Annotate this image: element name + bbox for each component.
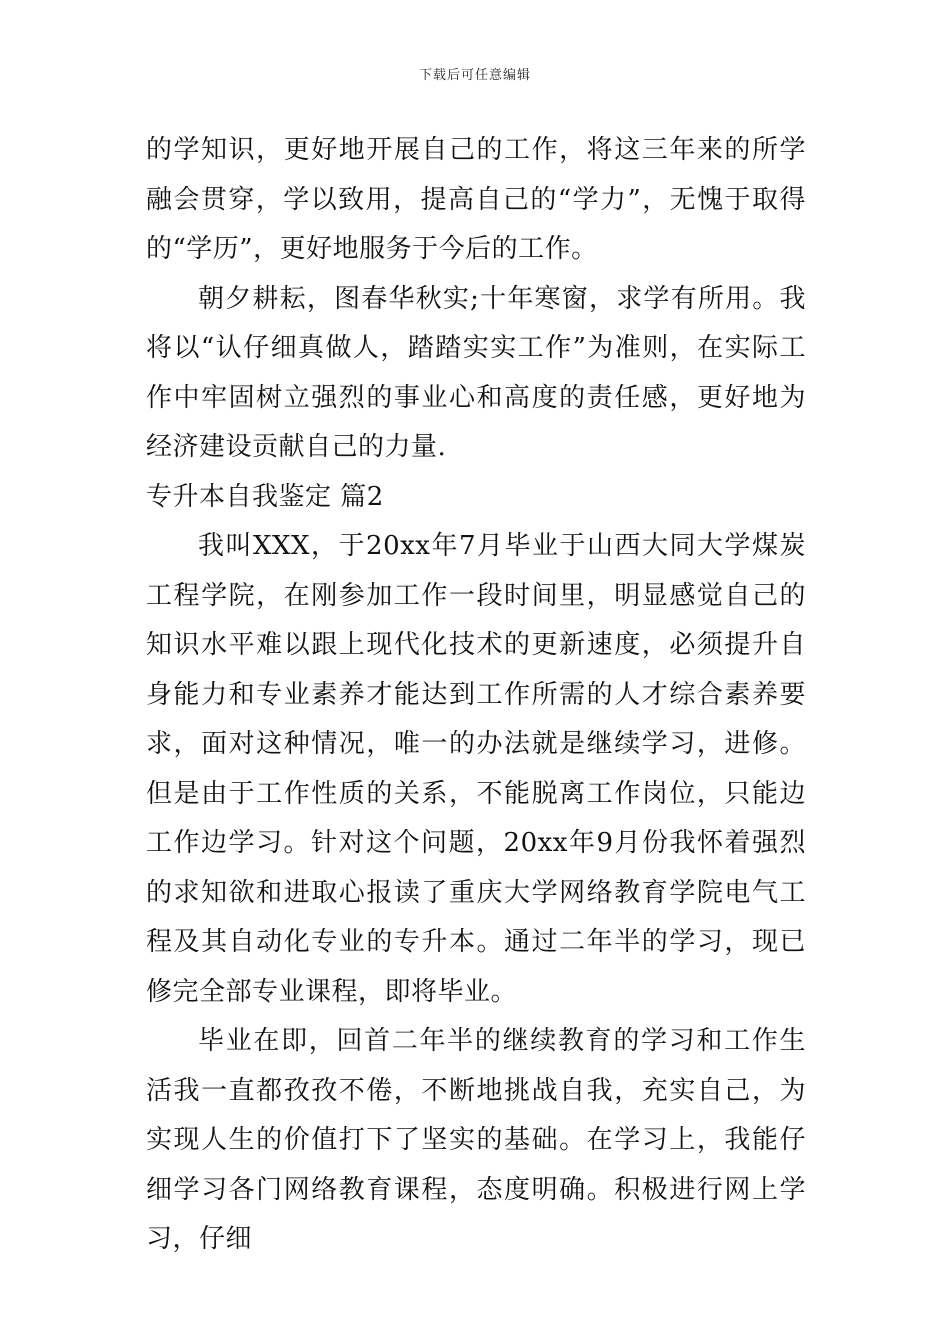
page-header-note: 下载后可任意编辑 bbox=[418, 68, 531, 83]
paragraph-introduction: 我叫XXX，于20xx年7月毕业于山西大同大学煤炭工程学院，在刚参加工作一段时间里，明显感觉自己的知识水平难以跟上现代化技术的更新速度，必须提升自身能力和专业素养才能达到工作所需的人才综合素养要求，面对这种情况，唯一的办法就是继续学习，进修。但是由于工作性质的关系，不能脱离工作岗位，只能边工作边学习。针对这个问题，20xx年9月份我怀着强烈的求知欲和进取心报读了重庆大学网络教育学院电气工程及其自动化专业的专升本。通过二年半的学习，现已修完全部专业课程，即将毕业。 bbox=[146, 531, 806, 1007]
paragraph-reflection: 毕业在即，回首二年半的继续教育的学习和工作生活我一直都孜孜不倦，不断地挑战自我，充实自己，为实现人生的价值打下了坚实的基础。在学习上，我能仔细学习各门网络教育课程，态度明确。积极进行网上学习，仔细 bbox=[146, 1026, 806, 1254]
document-body bbox=[146, 126, 806, 1265]
paragraph-continuation: 的学知识，更好地开展自己的工作，将这三年来的所学融会贯穿，学以致用，提高自己的“学力”，无愧于取得的“学历”，更好地服务于今后的工作。 bbox=[146, 135, 806, 264]
paragraph-resolution: 朝夕耕耘，图春华秋实;十年寒窗，求学有所用。我将以“认仔细真做人，踏踏实实工作”为准则，在实际工作中牢固树立强烈的事业心和高度的责任感，更好地为经济建设贡献自己的力量. bbox=[146, 283, 806, 462]
section-heading: 专升本自我鉴定 篇2 bbox=[146, 481, 384, 512]
